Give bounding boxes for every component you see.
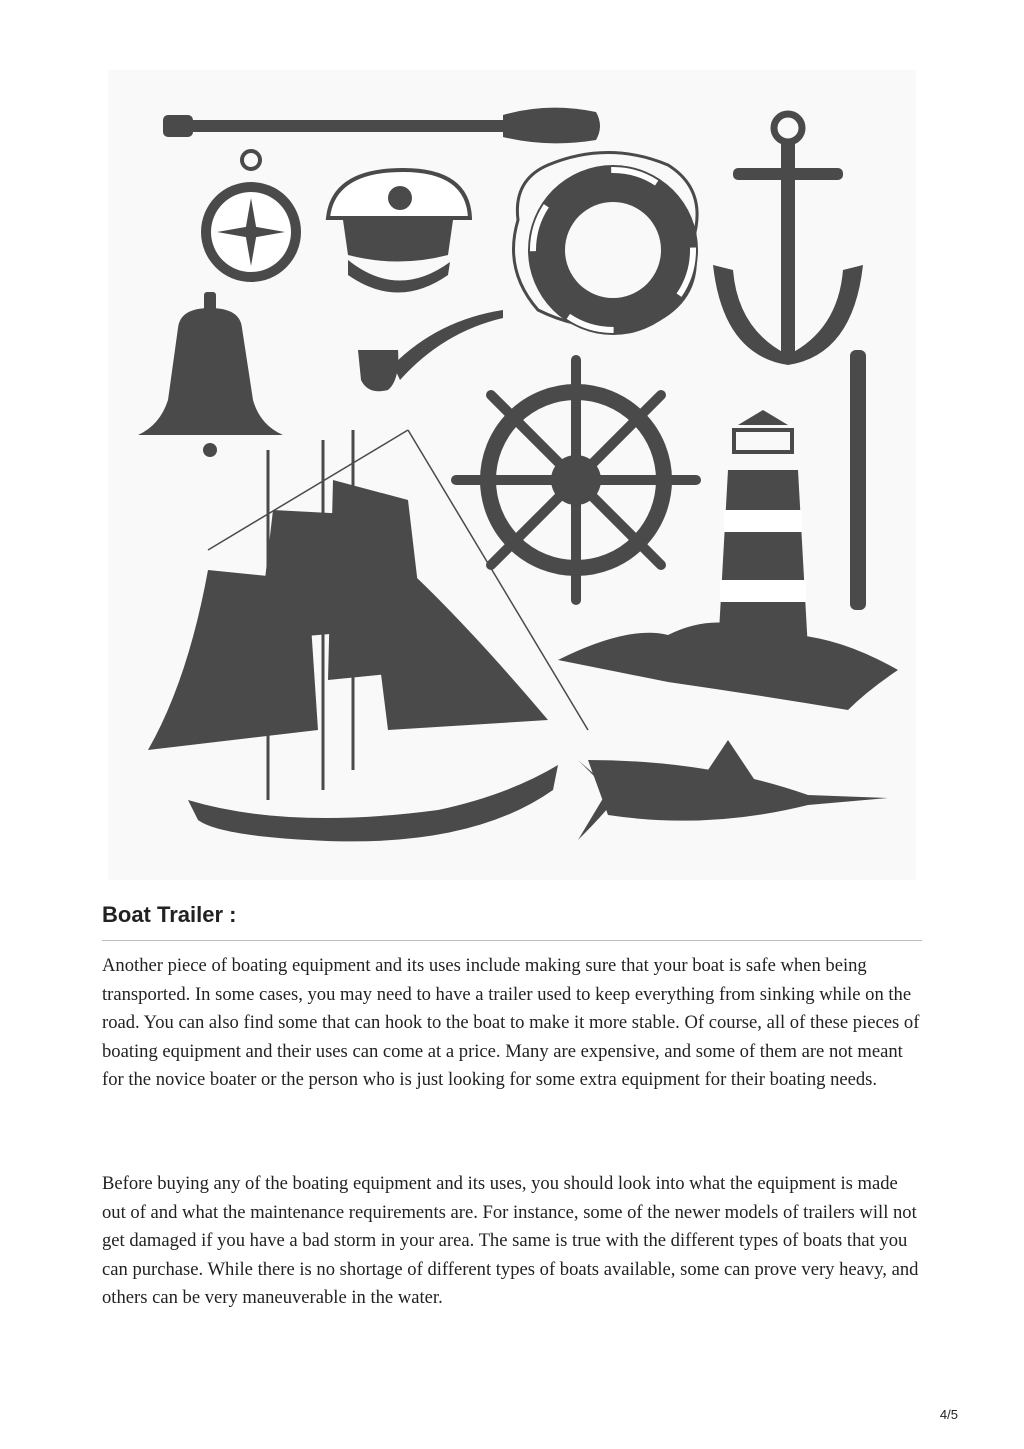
sailing-ship-icon xyxy=(148,430,588,841)
lifebuoy-icon xyxy=(514,153,699,336)
page-number: 4/5 xyxy=(939,1407,958,1422)
paragraph-1: Another piece of boating equipment and its uses include making sure that your boat is safe when being transported. In some cases, you may need to have a trailer used to keep everything from sinking while on the road. You can also find some that can hook to the boat to make it more stable. Of course, all of these pieces of boating equipment and their uses can come at a price. Many are expensive, and some of them are not meant for the novice boater or the person who is just looking for some extra equipment for their boating needs. xyxy=(102,955,920,1090)
oar-icon xyxy=(163,108,600,144)
nautical-illustration xyxy=(108,70,916,880)
section-title: Boat Trailer : xyxy=(102,902,237,927)
swordfish-icon xyxy=(578,740,888,840)
spyglass-icon xyxy=(850,350,866,610)
ship-bell-icon xyxy=(138,292,283,457)
captain-hat-icon xyxy=(328,170,470,293)
heading-divider xyxy=(102,940,922,941)
paragraph-2: Before buying any of the boating equipment and its uses, you should look into what the equipment is made out of and what the maintenance requirements are. For instance, some of the newer models of trailers will not get damaged if you have a bad storm in your area. The same is true with the different types of boats that you can purchase. While there is no shortage of different types of boats available, some can prove very heavy, and others can be very maneuverable in the water. xyxy=(102,1173,919,1308)
ship-wheel-icon xyxy=(456,360,696,600)
pipe-icon xyxy=(358,310,503,391)
anchor-icon xyxy=(713,114,863,365)
compass-icon xyxy=(201,151,301,282)
